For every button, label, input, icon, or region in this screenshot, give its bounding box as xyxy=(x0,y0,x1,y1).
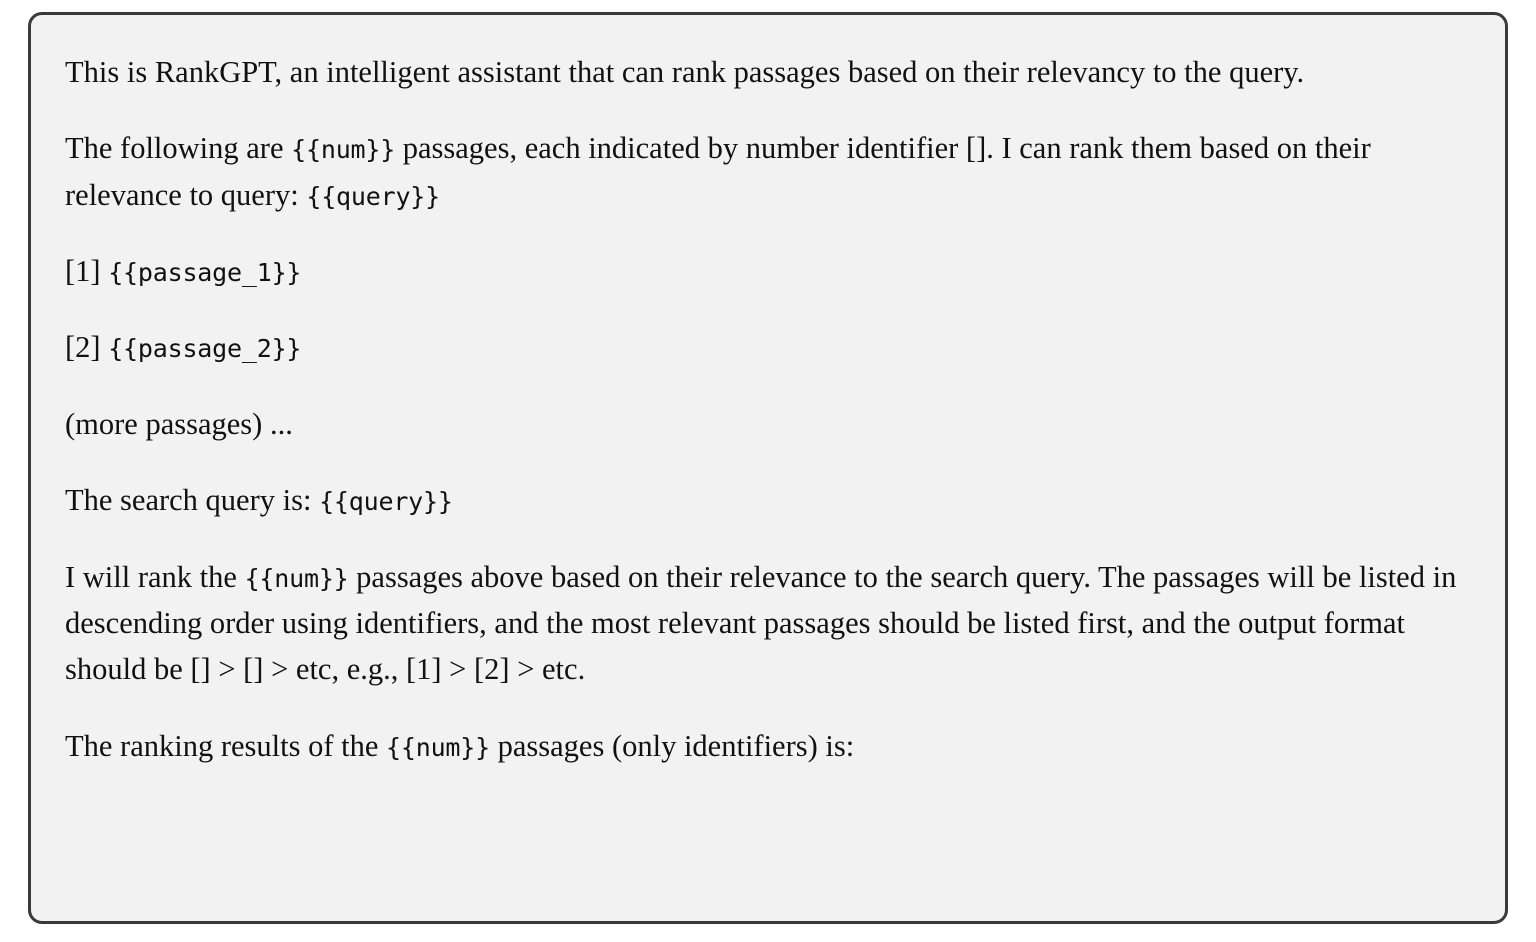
prompt-paragraph-passage-1 xyxy=(65,248,1469,294)
prompt-paragraph-search-query xyxy=(65,477,1469,523)
prompt-template-box xyxy=(28,12,1508,924)
prompt-text-run: passages above based on their relevance to the search query. The passages will be listed in descending order using identifiers, and the most relevant passages should be listed first, and the output format should be [] > [] > etc, e.g., [1] > [2] > etc. xyxy=(65,559,1457,687)
prompt-text-run: passages, each indicated by number identifier []. I can rank them based on their relevance to query: xyxy=(65,131,1371,212)
prompt-text-run: [2] xyxy=(65,330,109,365)
prompt-paragraph-results xyxy=(65,723,1469,769)
prompt-text-run: [1] xyxy=(65,254,109,289)
prompt-text-run: The ranking results of the xyxy=(65,728,387,763)
template-placeholder: {{num}} xyxy=(244,563,349,593)
template-placeholder: {{passage_2}} xyxy=(108,334,302,364)
prompt-paragraph-passage-count xyxy=(65,125,1469,218)
prompt-text-run: (more passages) ... xyxy=(65,406,293,441)
prompt-text-run: The following are xyxy=(65,131,292,166)
prompt-text-run: I will rank the xyxy=(65,559,245,594)
prompt-text-run: This is RankGPT, an intelligent assistant that can rank passages based on their relevancy to the query. xyxy=(65,55,1305,89)
prompt-paragraph-passage-2 xyxy=(65,324,1469,370)
prompt-text-body xyxy=(65,49,1469,769)
prompt-paragraph-more-passages xyxy=(65,401,1469,447)
template-placeholder: {{query}} xyxy=(319,487,453,517)
template-placeholder: {{num}} xyxy=(291,135,396,165)
prompt-paragraph-instructions xyxy=(65,554,1469,693)
template-placeholder: {{passage_1}} xyxy=(108,258,302,288)
template-placeholder: {{num}} xyxy=(386,732,490,762)
prompt-text-run: The search query is: xyxy=(65,483,320,518)
prompt-paragraph-intro xyxy=(65,49,1469,95)
prompt-text-run: passages (only identifiers) is: xyxy=(489,728,855,763)
template-placeholder: {{query}} xyxy=(306,181,441,211)
